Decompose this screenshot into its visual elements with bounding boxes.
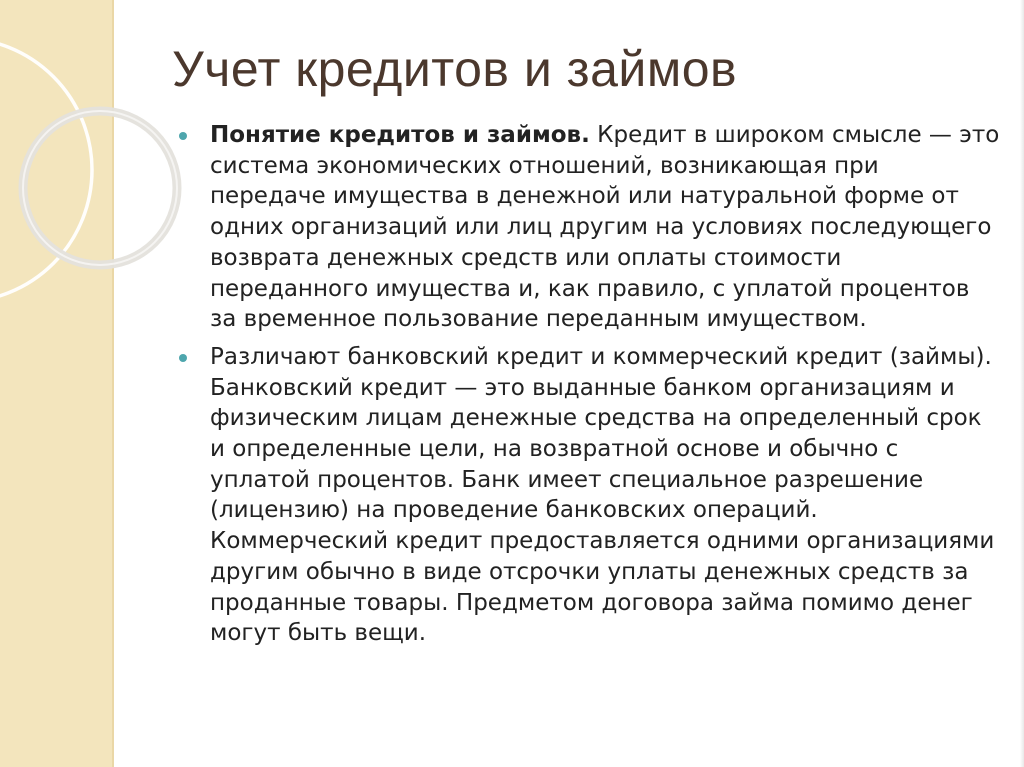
bullet-icon bbox=[179, 132, 187, 140]
bullet-paragraph-types bbox=[210, 342, 1000, 649]
slide-title: Учет кредитов и займов bbox=[172, 41, 738, 97]
side-band-edge bbox=[112, 0, 114, 767]
bullet-lead-text: Понятие кредитов и займов. bbox=[210, 122, 590, 148]
bullet-icon bbox=[179, 354, 187, 362]
bullet-paragraph-definition bbox=[210, 120, 1000, 335]
bullet-body-text: Кредит в широком смысле — это система экономических отношений, возникающая при передаче имущества в денежной или натуральной форме от одних организаций или лиц другим на условиях последующего возврата денежных средств или оплаты стоимости переданного имущества и, как правило, с уплатой процентов за временное пользование переданным имуществом. bbox=[210, 122, 1000, 333]
slide-content bbox=[210, 120, 1000, 656]
decorative-side-band bbox=[0, 0, 112, 767]
right-edge-shadow bbox=[1020, 0, 1024, 767]
bullet-body-text: Различают банковский кредит и коммерческий кредит (займы). Банковский кредит — это выданные банком организациям и физическим лицам денежные средства на определенный срок и определенные цели, на возвратной основе и обычно с уплатой процентов. Банк имеет специальное разрешение (лицензию) на проведение банковских операций. Коммерческий кредит предоставляется одними организациями другим обычно в виде отсрочки уплаты денежных средств за проданные товары. Предметом договора займа помимо денег могут быть вещи. bbox=[210, 343, 995, 647]
